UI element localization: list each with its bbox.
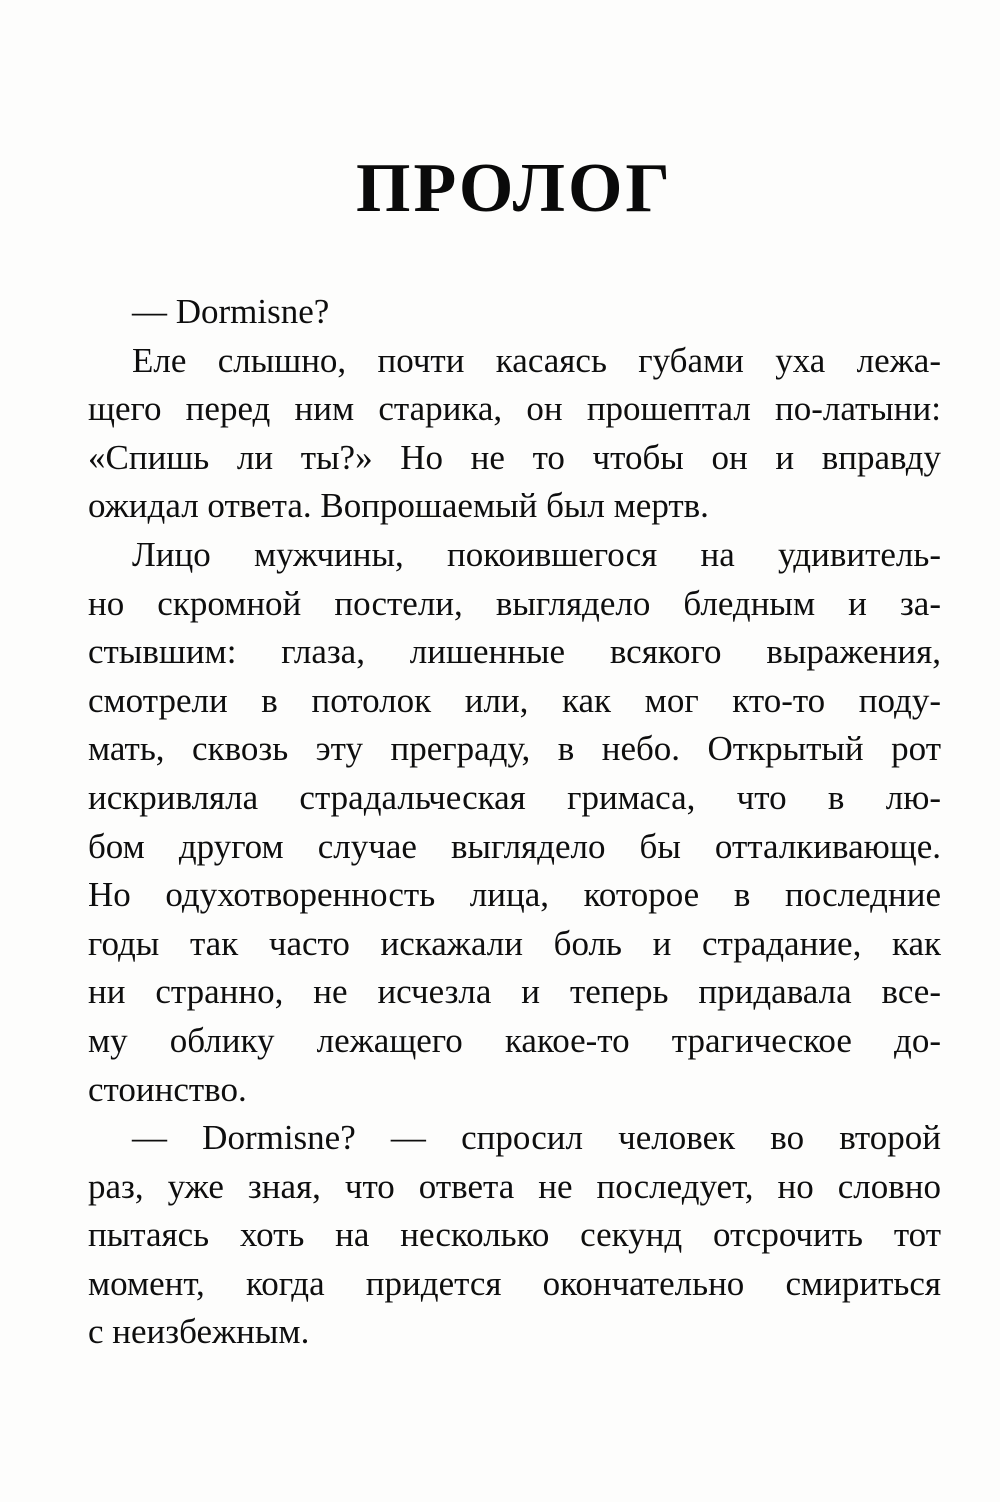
text-line: смотрели в потолок или, как мог кто-то поду- <box>88 680 941 720</box>
text-line: мать, сквозь эту преграду, в небо. Открытый рот <box>88 729 941 769</box>
text-line: годы так часто искажали боль и страдание, как <box>88 923 941 963</box>
text-line: щего перед ним старика, он прошептал по-латыни: <box>88 389 941 429</box>
text-line: искривляла страдальческая гримаса, что в лю- <box>88 777 941 817</box>
text-line: но скромной постели, выглядело бледным и за- <box>88 583 941 623</box>
text-line: бом другом случае выглядело бы отталкивающе. <box>88 826 941 866</box>
text-line: раз, уже зная, что ответа не последует, но словно <box>88 1166 941 1206</box>
text-line: пытаясь хоть на несколько секунд отсрочить тот <box>88 1215 941 1255</box>
text-line: стывшим: глаза, лишенные всякого выражения, <box>88 632 941 672</box>
text-line: «Спишь ли ты?» Но не то чтобы он и вправду <box>88 437 941 477</box>
text-line: — Dormisne? — спросил человек во второй <box>132 1118 941 1158</box>
text-line: ожидал ответа. Вопрошаемый был мертв. <box>88 486 709 526</box>
text-line: му облику лежащего какое-то трагическое до- <box>88 1020 941 1060</box>
text-line: с неизбежным. <box>88 1312 310 1352</box>
text-line: Но одухотворенность лица, которое в последние <box>88 875 941 915</box>
text-line: стоинство. <box>88 1069 247 1109</box>
text-line: — Dormisne? <box>132 292 330 331</box>
chapter-title: ПРОЛОГ <box>356 150 673 227</box>
text-line: момент, когда придется окончательно смириться <box>88 1263 941 1303</box>
text-line: ни странно, не исчезла и теперь придавала все- <box>88 972 941 1012</box>
text-line: Еле слышно, почти касаясь губами уха лежа- <box>132 340 941 380</box>
body-text <box>88 288 941 1357</box>
text-line: Лицо мужчины, покоившегося на удивитель- <box>132 534 941 574</box>
